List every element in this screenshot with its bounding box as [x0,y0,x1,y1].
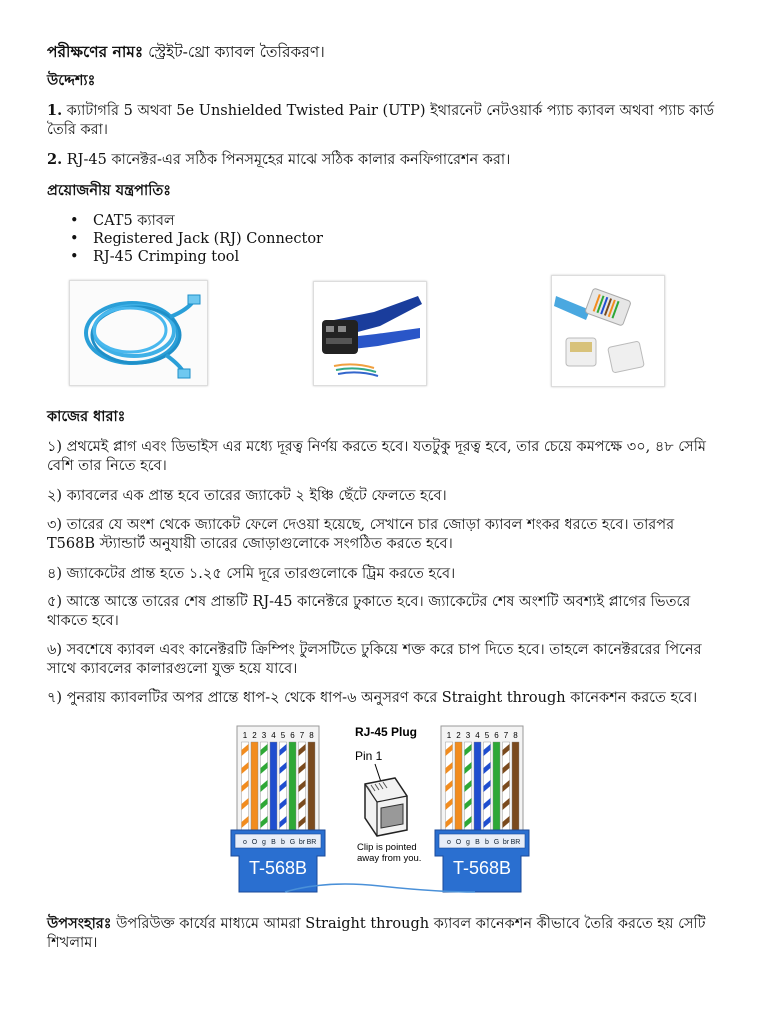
t568b-wiring-diagram [225,720,535,900]
pin-pointer [375,764,381,782]
pin-number: 6 [494,731,499,740]
wire [455,742,462,834]
pin-number: 2 [252,731,257,740]
wire [251,742,258,834]
plug-body [237,726,319,830]
standard-label: T-568B [248,858,308,878]
objective-2-number: 2. [47,151,63,168]
rj45-connector-photo [551,275,665,387]
wire [493,742,500,834]
step-7: ৭) পুনরায় ক্যাবলটির অপর প্রান্তে ধাপ-২ থেকে ধাপ-৬ অনুসরণ করে Straight through কানেকশন করতে হবে। [47,690,698,706]
color-code: b [485,839,489,846]
pin-number: 1 [242,731,248,740]
objective-2 [47,151,726,170]
equipment-item: • RJ-45 Crimping tool [47,248,323,266]
cable-coil-icon [70,281,207,385]
standard-label: T-568B [452,858,512,878]
color-code: br [298,839,306,846]
pin-number: 5 [484,731,490,740]
pin-number: 1 [446,731,452,740]
pin-number: 4 [271,731,276,740]
color-code: G [289,839,296,846]
step-2: ২) ক্যাবলের এক প্রান্ত হবে তারের জ্যাকেট ২ ইঞ্চি ছেঁটে ফেলতে হবে। [47,488,447,504]
color-code: G [493,839,500,846]
wire [289,742,296,834]
objective-1 [47,102,726,139]
equipment-list [47,212,323,266]
equipment-item: • CAT5 ক্যাবল [47,212,323,230]
crimping-tool-photo [313,281,427,386]
color-code: BR [510,839,521,846]
pin-number: 2 [456,731,461,740]
color-code: g [466,839,470,846]
color-code: B [475,839,480,846]
pin-number: 7 [503,731,509,740]
objective-heading: উদ্দেশ্যঃ [47,72,96,89]
color-code: O [455,839,462,846]
clip-note-line-2: away from you. [357,853,422,864]
crimping-tool-icon [314,282,426,385]
title-value: স্ট্রেইট-থ্রো ক্যাবল তৈরিকরণ। [148,43,325,61]
step-6: ৬) সবশেষে ক্যাবল এবং কানেক্টরটি ক্রিম্পিং টুলসটিতে ঢুকিয়ে শক্ত করে চাপ দিতে হবে। তাহলে কানেক্টররের পিনের সাথে ক্যাবলের কালারগুলো যুক্ত হয়ে যাবে। [47,642,702,677]
equipment-item: • Registered Jack (RJ) Connector [47,230,323,248]
plug-title: RJ-45 Plug [355,725,418,739]
right-plug [435,726,529,892]
color-code: b [281,839,285,846]
wire [512,742,519,834]
objective-1-number: 1. [47,102,63,119]
wire [474,742,481,834]
objective-1-text: ক্যাটাগরি 5 অথবা 5e Unshielded Twisted Pair (UTP) ইথারনেট নেটওয়ার্ক প্যাচ ক্যাবল অথবা প্যাচ কার্ড তৈরি করা। [47,103,715,138]
left-plug [231,726,325,892]
color-code: o [447,839,451,846]
pin-number: 5 [280,731,286,740]
color-code: g [262,839,266,846]
step-4: ৪) জ্যাকেটের প্রান্ত হতে ১.২৫ সেমি দূরে তারগুলোকে ট্রিম করতে হবে। [47,566,456,582]
experiment-title [47,42,726,63]
pin-number: 6 [290,731,295,740]
conclusion-label: উপসংহারঃ [47,915,112,932]
rj45-connector-icon [552,276,664,386]
color-code: o [243,839,247,846]
color-code: O [251,839,258,846]
wire [270,742,277,834]
pin-label: Pin 1 [355,749,383,763]
equipment-heading: প্রয়োজনীয় যন্ত্রপাতিঃ [47,182,171,199]
step-5: ৫) আস্তে আস্তে তারের শেষ প্রান্তটি RJ-45 কানেক্টরে ঢুকাতে হবে। জ্যাকেটের শেষ অংশটি অবশ্যই প্লাগের ভিতরে থাকতে হবে। [47,594,691,629]
plug-body [441,726,523,830]
color-code: B [271,839,276,846]
pin-number: 4 [475,731,480,740]
color-code: BR [306,839,317,846]
step-1: ১) প্রথমেই প্লাগ এবং ডিভাইস এর মধ্যে দূরত্ব নির্ণয় করতে হবে। যতটুকু দূরত্ব হবে, তার চেয়ে কমপক্ষে ৩০, ৪৮ সেমি বেশি তার নিতে হবে। [47,439,706,474]
color-code: br [502,839,510,846]
pin-number: 3 [465,731,471,740]
cat5-cable-photo [69,280,208,386]
pin-number: 8 [309,731,314,740]
procedure-heading: কাজের ধারাঃ [47,408,126,425]
pin-number: 8 [513,731,518,740]
title-label: পরীক্ষণের নামঃ [47,42,144,61]
conclusion [47,915,726,952]
step-3: ৩) তারের যে অংশ থেকে জ্যাকেট ফেলে দেওয়া হয়েছে, সেখানে চার জোড়া ক্যাবল শংকর ধরতে হবে। তারপর T568B স্ট্যান্ডার্ট অনুযায়ী তারের জোড়াগুলোকে সংগঠিত করতে হবে। [47,517,675,552]
rj45-plug-sketch-icon [365,778,407,836]
pin-number: 7 [299,731,305,740]
wire [308,742,315,834]
clip-note-line-1: Clip is pointed [357,842,417,853]
objective-2-text: RJ-45 কানেক্টর-এর সঠিক পিনসমূহের মাঝে সঠিক কালার কনফিগারেশন করা। [66,152,511,168]
pin-number: 3 [261,731,267,740]
conclusion-text: উপরিউক্ত কার্যের মাধ্যমে আমরা Straight through ক্যাবল কানেকশন কীভাবে তৈরি করতে হয় সেটি শিখলাম। [47,916,706,951]
